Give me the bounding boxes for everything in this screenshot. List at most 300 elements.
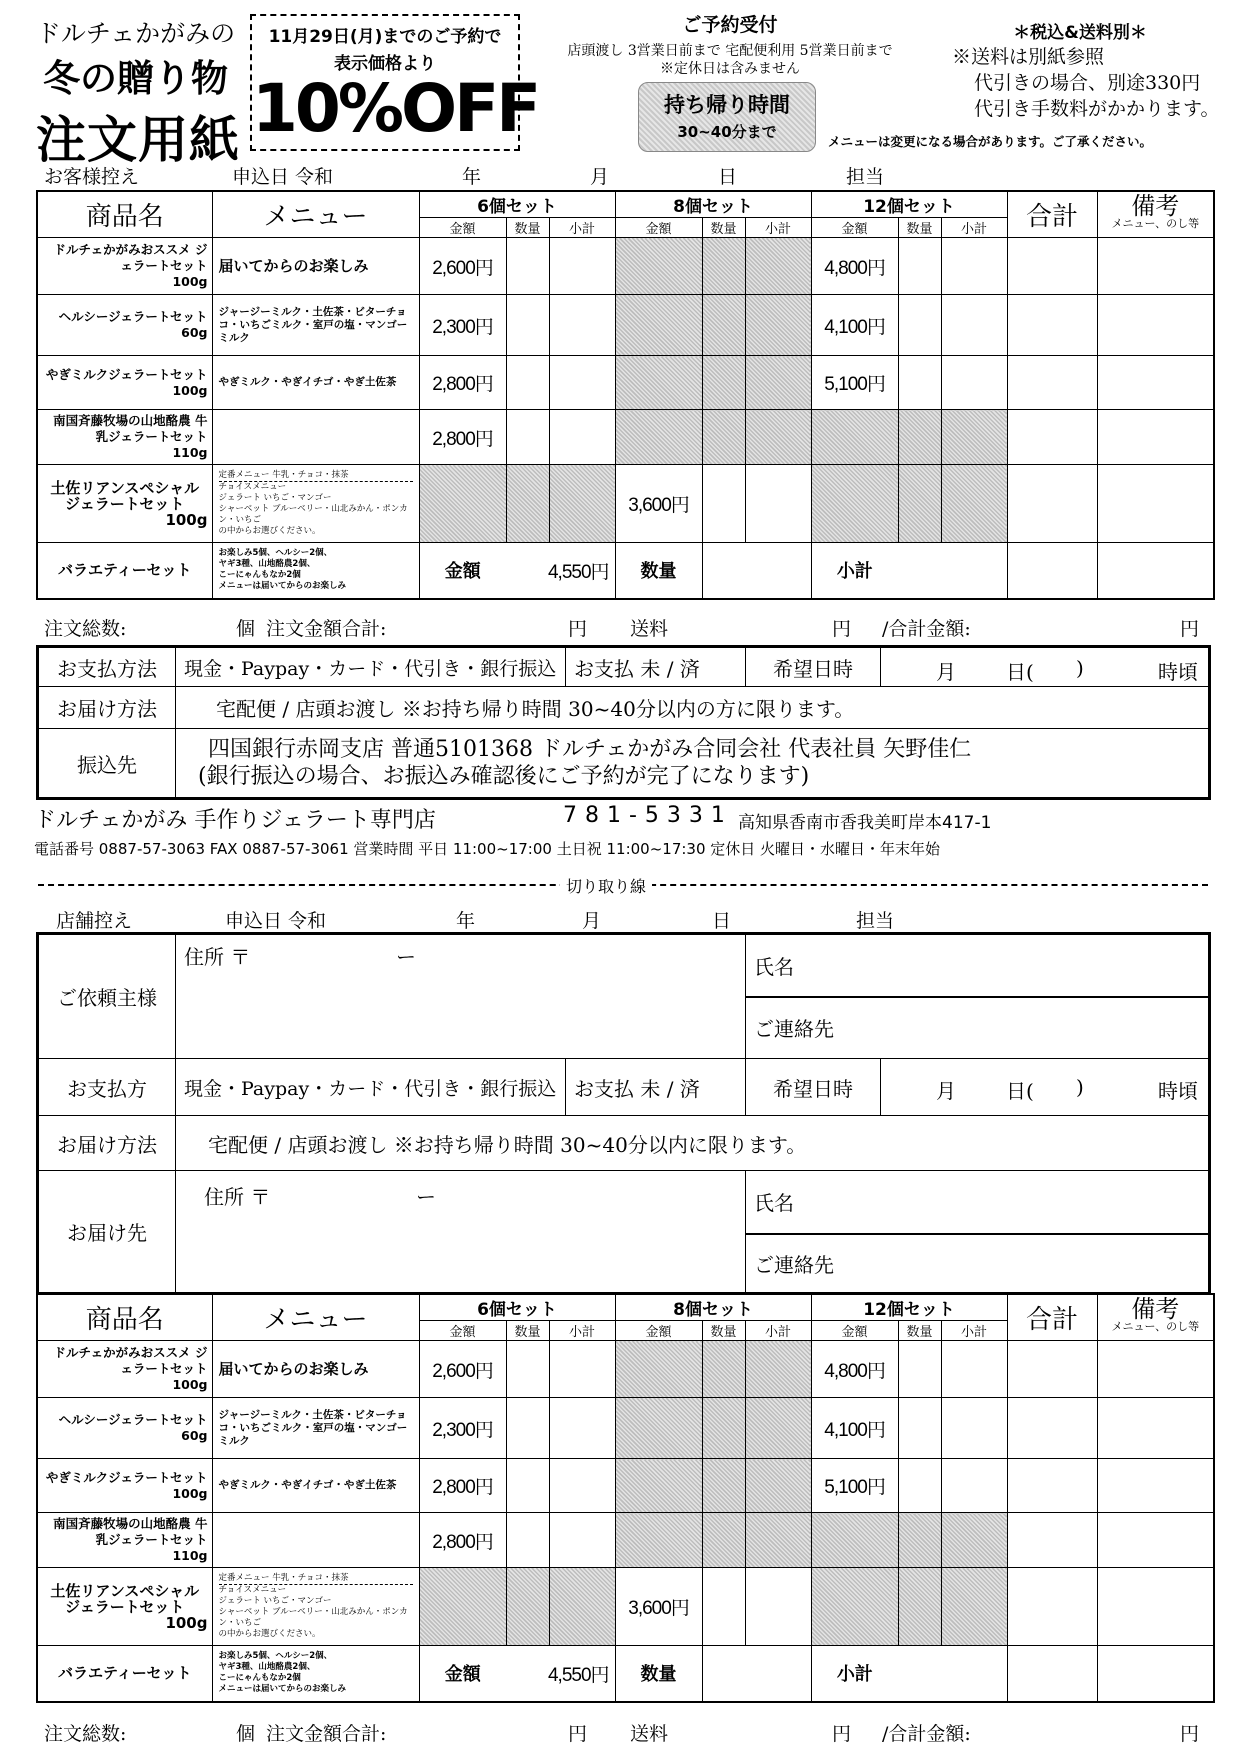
na-cell [702,238,745,295]
na-cell [419,465,506,543]
table-row [37,465,1214,543]
col-set8: 8個セット [615,191,811,218]
sub-price: 金額 [419,1321,506,1341]
na-cell [745,295,811,356]
menu-desc [212,465,419,543]
store-order-table [36,1293,1215,1703]
subtotal-6[interactable] [549,356,615,410]
sub-qty: 数量 [702,1321,745,1341]
na-cell [615,356,702,410]
menu-line: シャーベット ブルーベリー・山北みかん・ポンカン・いちご [218,504,408,525]
qty-6[interactable] [506,1513,549,1568]
remarks-sub: メニュー、のし等 [1111,216,1200,230]
total-cell[interactable] [1007,543,1097,599]
col-set12: 12個セット [811,191,1007,218]
product-weight: 100g [165,1613,208,1632]
reservation-line-2: ※定休日は含みません [660,61,800,77]
product-name [37,410,212,465]
product-name [37,238,212,295]
payment-label: お支払方法 [38,647,176,687]
price-6: 2,800円 [419,356,506,410]
qty-12[interactable] [898,295,941,356]
price-12: 4,100円 [811,1398,898,1459]
product-name [37,1341,212,1398]
menu-line: こーにゃんもなか2個 [218,1673,301,1684]
price-12: 4,800円 [811,1341,898,1398]
qty-6[interactable] [506,295,549,356]
col-set12: 12個セット [811,1294,1007,1321]
table-row [37,238,1214,295]
desired-date-label: 希望日時 [746,647,881,687]
na-cell [702,1513,745,1568]
sub-subtotal: 小計 [941,218,1007,238]
na-cell [941,1513,1007,1568]
pickup-time: 30~40分まで [677,123,777,141]
grand-total-label: /合計金額: [882,1723,971,1745]
menu-desc [212,1513,419,1568]
na-cell [898,1513,941,1568]
na-cell [811,1513,898,1568]
remarks-cell[interactable] [1097,543,1214,599]
total-cell[interactable] [1007,1341,1097,1398]
remarks-cell[interactable] [1097,356,1214,410]
requester-address-field[interactable] [176,934,746,1059]
menu-desc: ジャージーミルク・土佐茶・ビターチョコ・いちごミルク・室戸の塩・マンゴーミルク [212,295,419,356]
title-winter-gift: 冬の贈り物 [43,56,228,100]
product-name-text: ヘルシージェラートセット [58,1412,208,1427]
col-menu: メニュー [212,191,419,238]
month-label: 月 [590,166,610,188]
reservation-title: ご予約受付 [682,14,778,36]
na-cell [702,1341,745,1398]
product-name [37,1513,212,1568]
qty-8[interactable] [702,1568,745,1646]
sub-subtotal: 小計 [745,218,811,238]
qty-6[interactable] [506,238,549,295]
footer-contact-info: 電話番号 0887-57-3063 FAX 0887-57-3061 営業時間 平日 11:00~17:00 土日祝 11:00~17:30 定休日 火曜日・水曜日・年末年始 [34,840,941,858]
price-6: 2,600円 [419,238,506,295]
product-name [37,1459,212,1513]
qty-8[interactable] [702,465,745,543]
na-cell [745,1341,811,1398]
variety-amount: 4,550円 [506,1646,615,1702]
product-name [37,1646,212,1702]
delivery-options[interactable]: 宅配便 / 店頭お渡し ※お持ち帰り時間 30~40分以内に限ります。 [176,1116,1210,1171]
na-cell [745,1398,811,1459]
na-cell [941,1568,1007,1646]
subtotal-6[interactable] [549,238,615,295]
store-requester-form [36,932,1211,1295]
price-12: 4,100円 [811,295,898,356]
price-12: 4,800円 [811,238,898,295]
store-copy-row [0,906,1240,930]
remarks-cell[interactable] [1097,295,1214,356]
bank-line-1: 四国銀行赤岡支店 普通5101368 ドルチェかがみ合同会社 代表社員 矢野佳仁 [208,737,972,762]
na-cell [702,410,745,465]
destination-name-field[interactable]: 氏名 [746,1171,1210,1234]
product-name-text: バラエティーセット [57,1664,192,1683]
menu-line: 定番メニュー 牛乳・チョコ・抹茶 [219,470,413,482]
total-cell[interactable] [1007,1646,1097,1702]
time-text: 時頃 [1158,660,1198,684]
na-cell [615,1459,702,1513]
tax-note-3: 代引き手数料がかかります。 [974,98,1220,120]
table-row [37,1646,1214,1702]
address-label: 住所 〒 [204,1185,271,1209]
delivery-label: お届け方法 [38,687,176,729]
product-weight: 100g [172,274,208,289]
menu-line: メニューは届いてからのお楽しみ [218,1684,347,1695]
product-name-text: やぎミルクジェラートセット [45,366,208,382]
price-12: 5,100円 [811,356,898,410]
requester-name-field[interactable]: 氏名 [746,934,1210,997]
col-remarks [1097,191,1214,238]
menu-line: の中からお選びください。 [218,1629,321,1639]
reservation-info [530,42,930,78]
sub-subtotal: 小計 [941,1321,1007,1341]
na-cell [745,1513,811,1568]
variety-amount-label: 金額 [419,1646,506,1702]
title-order-form: 注文用紙 [36,110,240,169]
menu-line: チョイスメニュー [218,482,287,492]
subtotal-12[interactable] [941,238,1007,295]
menu-line: の中からお選びください。 [218,526,321,536]
variety-subtotal[interactable] [898,543,1007,599]
qty-12[interactable] [898,356,941,410]
qty-6[interactable] [506,1459,549,1513]
product-name-text: やぎミルクジェラートセット [45,1469,208,1485]
address-label: 住所 〒 [184,945,251,969]
subtotal-6[interactable] [549,1398,615,1459]
menu-line: こーにゃんもなか2個 [218,570,301,581]
staff-label: 担当 [846,166,885,188]
footer-zip: 781-5331 [563,803,733,828]
customer-copy-label: お客様控え [44,166,140,188]
variety-amount: 4,550円 [506,543,615,599]
total-cell[interactable] [1007,1568,1097,1646]
unit-label: 個 [236,1723,256,1745]
total-cell[interactable] [1007,356,1097,410]
na-cell [549,1568,615,1646]
promo-from-price: 表示価格より [334,54,436,74]
payment-status[interactable]: お支払 未 / 済 [566,647,746,687]
product-name-text: 土佐リアンスペシャル ジェラートセット [50,1581,200,1616]
table-row [37,1459,1214,1513]
day-label: 日 [718,166,738,188]
col-remarks [1097,1294,1214,1341]
tax-notes [952,44,1222,122]
product-weight: 100g [172,1377,208,1392]
na-cell [745,1459,811,1513]
menu-change-note: メニューは変更になる場合があります。ご了承ください。 [828,134,1153,149]
product-name-text: 南国斉藤牧場の山地酪農 牛乳ジェラートセット [53,1516,208,1547]
sub-price: 金額 [615,1321,702,1341]
zip-dash: ー [396,945,416,969]
remarks-cell[interactable] [1097,1341,1214,1398]
na-cell [702,356,745,410]
remarks-cell[interactable] [1097,465,1214,543]
product-weight: 110g [172,445,208,460]
shipping-label: 送料 [630,618,669,640]
col-total: 合計 [1007,1294,1097,1341]
total-cell[interactable] [1007,1513,1097,1568]
qty-12[interactable] [898,1341,941,1398]
product-weight: 60g [181,1428,208,1443]
na-cell [702,1398,745,1459]
payment-methods[interactable]: 現金・Paypay・カード・代引き・銀行振込 [176,1059,566,1116]
total-cell[interactable] [1007,1459,1097,1513]
store-summary-row [0,1719,1240,1745]
na-cell [745,410,811,465]
footer-address: 高知県香南市香我美町岸本417-1 [738,813,992,833]
zip-dash: ー [416,1185,436,1209]
subtotal-8[interactable] [745,465,811,543]
grand-total-label: /合計金額: [882,618,971,640]
variety-qty[interactable] [702,1646,811,1702]
promo-deadline: 11月29日(月)までのご予約で [268,27,502,47]
table-row [37,543,1214,599]
tax-note-1: ※送料は別紙参照 [952,46,1105,68]
subtotal-12[interactable] [941,356,1007,410]
na-cell [506,1568,549,1646]
month-text: 月 [936,660,956,684]
application-date-label: 申込日 令和 [232,166,334,188]
na-cell [811,410,898,465]
menu-line: メニューは届いてからのお楽しみ [218,581,347,592]
variety-amount-label: 金額 [419,543,506,599]
price-6: 2,800円 [419,410,506,465]
amount-total-label: 注文金額合計: [266,1723,387,1745]
subtotal-6[interactable] [549,1513,615,1568]
reservation-line-1: 店頭渡し 3営業日前まで 宅配便利用 5営業日前まで [567,43,893,59]
payment-status[interactable]: お支払 未 / 済 [566,1059,746,1116]
desired-date-field[interactable] [881,1059,1210,1116]
price-6: 2,300円 [419,295,506,356]
product-name-text: 土佐リアンスペシャル ジェラートセット [50,478,200,513]
month-text: 月 [936,1079,957,1103]
col-product: 商品名 [37,1294,212,1341]
desired-date-field[interactable] [881,647,1210,687]
remarks-title: 備考 [1131,191,1180,220]
requester-contact-field[interactable]: ご連絡先 [746,997,1210,1059]
table-row [37,356,1214,410]
month-label: 月 [582,910,602,932]
shipping-label: 送料 [630,1723,669,1745]
subtotal-6[interactable] [549,1341,615,1398]
delivery-options[interactable]: 宅配便 / 店頭お渡し ※お持ち帰り時間 30~40分以内の方に限ります。 [176,687,1210,729]
menu-desc: ジャージーミルク・土佐茶・ビターチョコ・いちごミルク・室戸の塩・マンゴーミルク [212,1398,419,1459]
col-set8: 8個セット [615,1294,811,1321]
subtotal-12[interactable] [941,295,1007,356]
product-name [37,543,212,599]
menu-line: ヤギ3種、山地酪農2個、 [218,1662,316,1673]
remarks-cell[interactable] [1097,1513,1214,1568]
menu-line: シャーベット ブルーベリー・山北みかん・ポンカン・いちご [218,1607,408,1628]
variety-qty-label: 数量 [615,1646,702,1702]
sub-subtotal: 小計 [549,1321,615,1341]
application-date-label: 申込日 令和 [225,910,327,932]
year-label: 年 [456,910,476,932]
yen-label: 円 [568,618,588,640]
qty-12[interactable] [898,1398,941,1459]
remarks-sub: メニュー、のし等 [1111,1319,1200,1333]
variety-qty[interactable] [702,543,811,599]
variety-qty-label: 数量 [615,543,702,599]
product-name-text: バラエティーセット [57,561,192,580]
product-name [37,1568,212,1646]
bank-line-2: (銀行振込の場合、お振込み確認後にご予約が完了になります) [198,764,810,789]
price-6: 2,300円 [419,1398,506,1459]
menu-line: お楽しみ5個、ヘルシー2個、 [218,1651,333,1662]
pickup-badge [638,82,816,152]
promo-discount: 10%OFF [252,70,539,147]
price-6: 2,800円 [419,1459,506,1513]
na-cell [811,465,898,543]
product-name-text: ドルチェかがみおススメ ジェラートセット [53,242,208,273]
menu-desc: やぎミルク・やぎイチゴ・やぎ土佐茶 [212,1459,419,1513]
staff-label: 担当 [856,910,895,932]
table-row [37,1513,1214,1568]
day-label: 日 [712,910,732,932]
total-cell[interactable] [1007,1398,1097,1459]
total-cell[interactable] [1007,238,1097,295]
remarks-cell[interactable] [1097,238,1214,295]
price-12: 5,100円 [811,1459,898,1513]
promo-box [250,14,539,151]
payment-label: お支払方 [38,1059,176,1116]
store-copy-label: 店舗控え [56,910,133,932]
na-cell [615,1513,702,1568]
product-weight: 110g [172,1548,208,1563]
remarks-cell[interactable] [1097,1646,1214,1702]
na-cell [941,465,1007,543]
desired-date-label: 希望日時 [746,1059,881,1116]
tax-title: ＊税込&送料別＊ [1013,23,1147,43]
col-menu: メニュー [212,1294,419,1341]
table-row [37,295,1214,356]
na-cell [615,1341,702,1398]
product-name [37,356,212,410]
sub-price: 金額 [811,218,898,238]
na-cell [898,1568,941,1646]
subtotal-6[interactable] [549,1459,615,1513]
remarks-cell[interactable] [1097,1568,1214,1646]
year-label: 年 [462,166,482,188]
destination-contact-field[interactable]: ご連絡先 [746,1234,1210,1294]
cut-line-label: 切り取り線 [560,874,652,897]
subtotal-6[interactable] [549,295,615,356]
sub-price: 金額 [811,1321,898,1341]
na-cell [615,1398,702,1459]
qty-6[interactable] [506,1341,549,1398]
yen-label: 円 [1180,618,1200,640]
menu-line: ヤギ3種、山地酪農2個、 [218,559,316,570]
variety-subtotal-label: 小計 [811,543,898,599]
subtotal-6[interactable] [549,410,615,465]
shop-subtitle: ドルチェかがみの [35,19,236,48]
payment-methods[interactable]: 現金・Paypay・カード・代引き・銀行振込 [176,647,566,687]
na-cell [898,465,941,543]
table-row [37,410,1214,465]
subtotal-12[interactable] [941,1459,1007,1513]
unit-label: 個 [236,618,256,640]
variety-subtotal[interactable] [898,1646,1007,1702]
subtotal-8[interactable] [745,1568,811,1646]
na-cell [702,295,745,356]
bank-info [176,729,1210,799]
summary-row [0,614,1240,640]
amount-total-label: 注文金額合計: [266,618,387,640]
day-text: 日( [1006,660,1034,684]
requester-label: ご依頼主様 [38,934,176,1059]
qty-6[interactable] [506,1398,549,1459]
table-row [37,1568,1214,1646]
product-weight: 60g [181,325,208,340]
remarks-title: 備考 [1131,1294,1180,1323]
yen-label: 円 [832,1723,852,1745]
qty-6[interactable] [506,410,549,465]
pickup-label: 持ち帰り時間 [664,93,790,117]
product-weight: 100g [165,510,208,529]
sub-subtotal: 小計 [745,1321,811,1341]
destination-address-field[interactable] [176,1171,746,1294]
menu-line: ジェラート いちご・マンゴー [218,493,332,503]
subtotal-12[interactable] [941,1398,1007,1459]
order-count-label: 注文総数: [44,1723,127,1745]
total-cell[interactable] [1007,410,1097,465]
sub-price: 金額 [419,218,506,238]
col-set6: 6個セット [419,191,615,218]
remarks-cell[interactable] [1097,1398,1214,1459]
col-product: 商品名 [37,191,212,238]
menu-line: 定番メニュー 牛乳・チョコ・抹茶 [219,1573,413,1585]
na-cell [745,238,811,295]
remarks-cell[interactable] [1097,410,1214,465]
tax-note-2: 代引きの場合、別途330円 [974,72,1201,94]
qty-12[interactable] [898,238,941,295]
product-name-text: ヘルシージェラートセット [58,309,208,324]
subtotal-12[interactable] [941,1341,1007,1398]
day-text: 日( [1006,1079,1034,1103]
remarks-cell[interactable] [1097,1459,1214,1513]
menu-desc [212,1568,419,1646]
product-weight: 100g [172,382,208,398]
sub-price: 金額 [615,218,702,238]
menu-desc [212,543,419,599]
time-text: 時頃 [1158,1079,1198,1103]
price-6: 2,600円 [419,1341,506,1398]
na-cell [615,410,702,465]
total-cell[interactable] [1007,295,1097,356]
na-cell [745,356,811,410]
na-cell [702,1459,745,1513]
order-table [36,190,1215,600]
na-cell [549,465,615,543]
qty-6[interactable] [506,356,549,410]
menu-desc: やぎミルク・やぎイチゴ・やぎ土佐茶 [212,356,419,410]
yen-label: 円 [832,618,852,640]
qty-12[interactable] [898,1459,941,1513]
total-cell[interactable] [1007,465,1097,543]
customer-copy-row [0,162,1240,186]
destination-label: お届け先 [38,1171,176,1294]
sub-qty: 数量 [506,1321,549,1341]
yen-label: 円 [1180,1723,1200,1745]
menu-line: ジェラート いちご・マンゴー [218,1596,332,1606]
order-count-label: 注文総数: [44,618,127,640]
menu-desc: 届いてからのお楽しみ [212,238,419,295]
col-total: 合計 [1007,191,1097,238]
